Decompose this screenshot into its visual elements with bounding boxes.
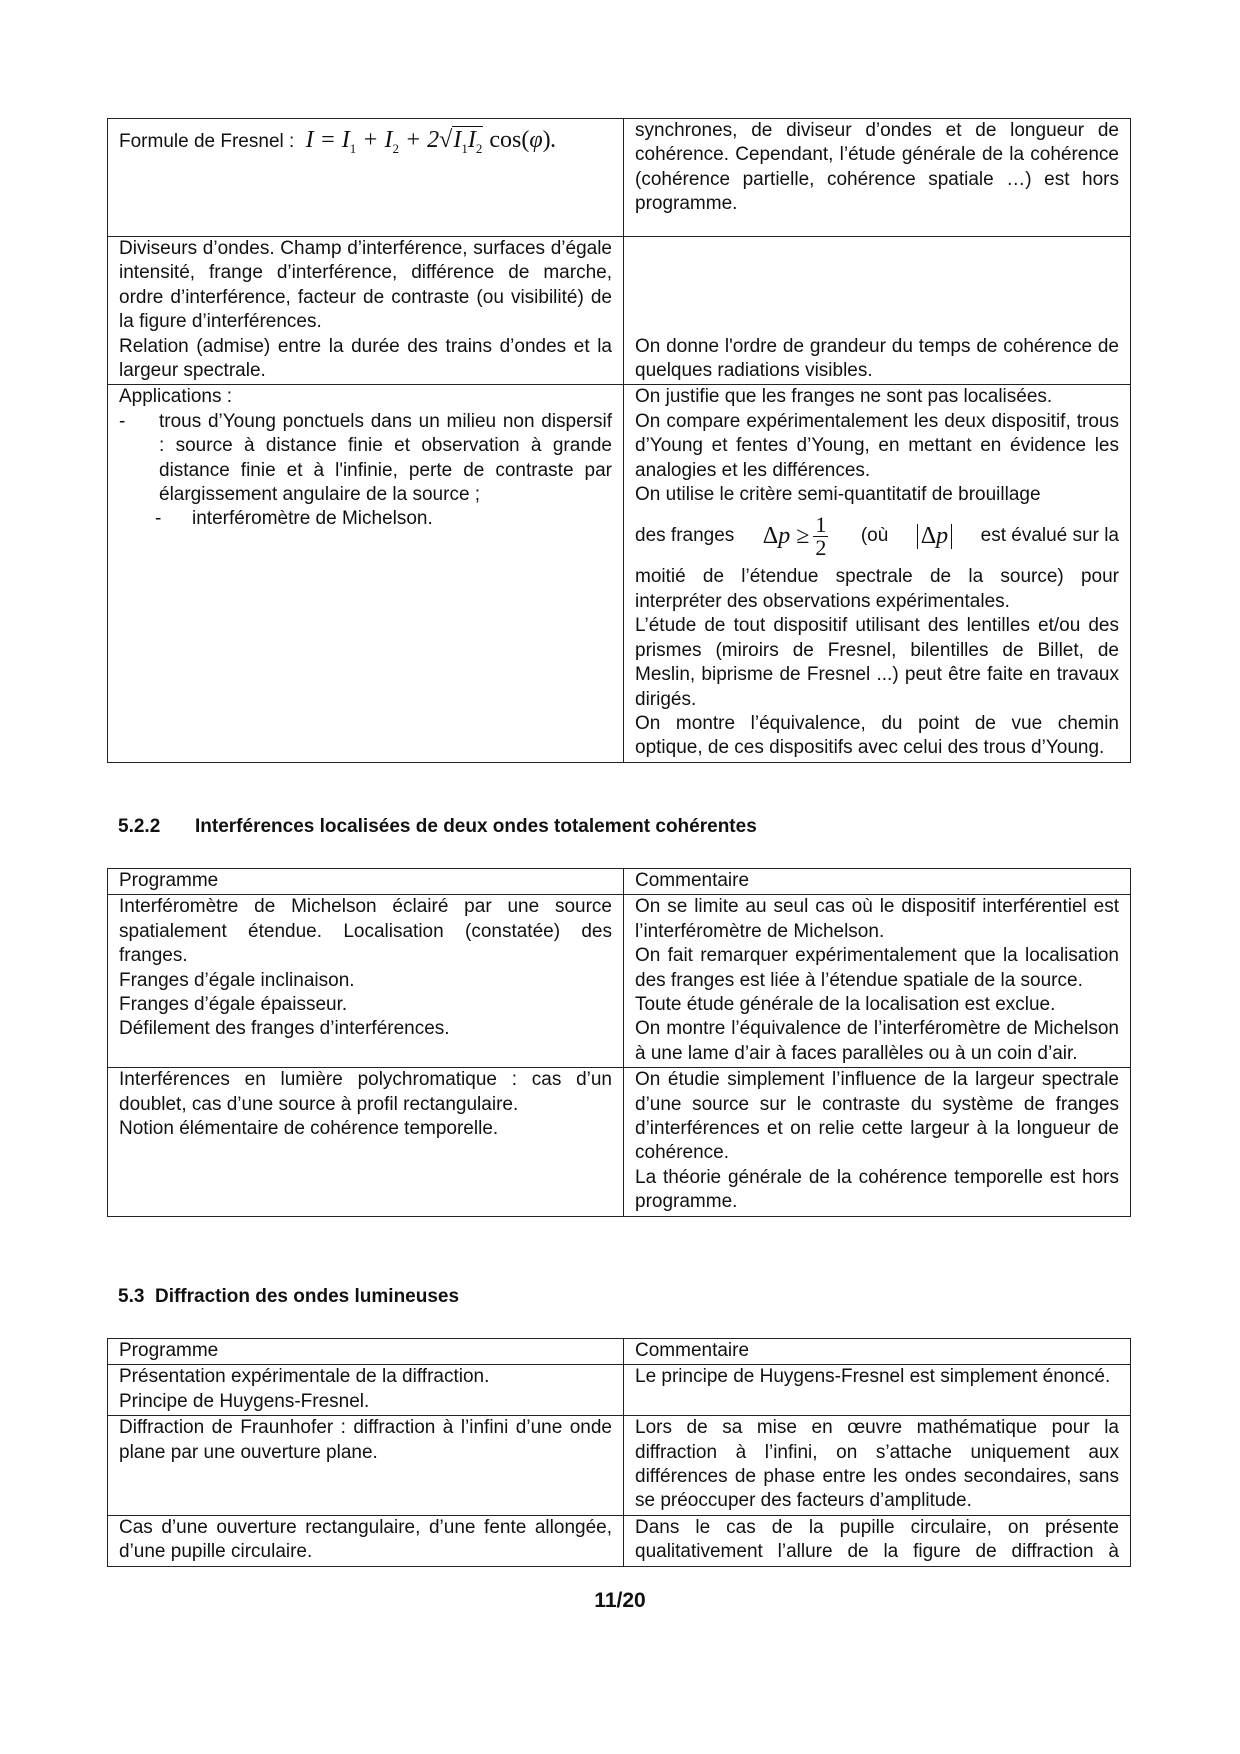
- comment-text: On utilise le critère semi-quantitatif de brouillage: [635, 484, 1041, 506]
- comment-text: Le principe de Huygens-Fresnel est simplement énoncé.: [635, 1366, 1111, 1388]
- table-cell-programme: [108, 1365, 624, 1416]
- section-title: Diffraction des ondes lumineuses: [154, 1286, 460, 1307]
- programme-text: Interférences en lumière polychromatique : cas d’un doublet, cas d’une source à profil rectangulaire.: [119, 1069, 612, 1115]
- table-cell-commentaire: [624, 119, 1131, 237]
- column-header-programme: Programme: [108, 869, 624, 895]
- column-header-commentaire: Commentaire: [624, 869, 1131, 895]
- list-item: [119, 410, 612, 508]
- table-cell-programme: [108, 119, 624, 237]
- table-cell-commentaire: [624, 1068, 1131, 1216]
- programme-text: Franges d’égale épaisseur.: [119, 994, 348, 1016]
- programme-text: Notion élémentaire de cohérence temporelle.: [119, 1118, 499, 1140]
- criterion-text-b: (où: [860, 525, 889, 547]
- table-cell-commentaire: [624, 1515, 1131, 1566]
- program-table-localized-interferences: [107, 868, 1131, 1217]
- table-cell-programme: [108, 895, 624, 1068]
- table-cell-commentaire: [624, 385, 1131, 762]
- section-number: 5.2.2: [118, 816, 161, 837]
- program-table-interferences: [107, 118, 1131, 763]
- comment-text: La théorie générale de la cohérence temporelle est hors programme.: [635, 1166, 1119, 1213]
- fresnel-formula: $I = I_1 + I_2 + 2√I_1I_2$ cos(φ).: [299, 127, 557, 156]
- table-cell-commentaire: [624, 1416, 1131, 1516]
- table-row: [108, 119, 1131, 237]
- programme-text: Interféromètre de Michelson éclairé par une source spatialement étendue. Localisation (constatée) des franges.: [119, 896, 612, 967]
- table-header-row: [108, 1339, 1131, 1365]
- dash-bullet: -: [155, 508, 162, 530]
- table-cell-programme: [108, 237, 624, 385]
- programme-text: Diffraction de Fraunhofer : diffraction à l’infini d’une onde plane par une ouverture plane.: [119, 1417, 612, 1463]
- programme-text: Relation (admise) entre la durée des trains d’ondes et la largeur spectrale.: [119, 335, 612, 382]
- comment-text: On se limite au seul cas où le dispositif interférentiel est l’interféromètre de Michelson.: [635, 896, 1119, 942]
- programme-text: Principe de Huygens-Fresnel.: [119, 1390, 370, 1412]
- table-cell-programme: [108, 1068, 624, 1216]
- comment-text: On justifie que les franges ne sont pas localisées.: [635, 386, 1053, 408]
- column-header-programme: Programme: [108, 1339, 624, 1365]
- fresnel-label: Formule de Fresnel :: [119, 131, 295, 152]
- section-number: 5.3: [118, 1286, 145, 1307]
- comment-text: synchrones, de diviseur d’ondes et de longueur de cohérence. Cependant, l’étude générale de la cohérence (cohérence partielle, cohérence spatiale …) est hors programme.: [635, 120, 1119, 215]
- programme-text: Franges d’égale inclinaison.: [119, 969, 355, 991]
- comment-text: On compare expérimentalement les deux dispositif, trous d’Young et fentes d’Young, en mettant en évidence les analogies et les différences.: [635, 410, 1119, 481]
- table-row: [108, 1416, 1131, 1516]
- table-cell-programme: [108, 1416, 624, 1516]
- programme-text: Présentation expérimentale de la diffraction.: [119, 1366, 490, 1388]
- criterion-line: [635, 507, 1119, 565]
- section-heading-53: [118, 1286, 459, 1308]
- table-row: [108, 1068, 1131, 1216]
- comment-text: moitié de l’étendue spectrale de la source) pour interpréter des observations expérimentales.: [635, 566, 1119, 612]
- table-row: [108, 1515, 1131, 1566]
- table-cell-programme: [108, 1515, 624, 1566]
- comment-text: On fait remarquer expérimentalement que la localisation des franges est liée à l’étendue spatiale de la source.: [635, 945, 1119, 991]
- table-cell-commentaire: [624, 237, 1131, 385]
- table-cell-commentaire: [624, 1365, 1131, 1416]
- list-item: [119, 507, 612, 531]
- comment-text: Lors de sa mise en œuvre mathématique pour la diffraction à l’infini, on s’attache uniquement aux différences de phase entre les ondes secondaires, sans se préoccuper des facteurs d’amplitude.: [635, 1417, 1119, 1512]
- comment-text: On donne l'ordre de grandeur du temps de cohérence de quelques radiations visibles.: [635, 335, 1119, 382]
- criterion-text-c: est évalué sur la: [980, 525, 1119, 547]
- comment-text: On montre l’équivalence de l’interféromètre de Michelson à une lame d’air à faces parallèles ou à un coin d’air.: [635, 1018, 1119, 1064]
- delta-p-abs: Δp: [917, 524, 952, 548]
- table-row: [108, 385, 1131, 762]
- applications-title: Applications :: [119, 386, 233, 408]
- table-cell-commentaire: [624, 895, 1131, 1068]
- list-item-text: trous d’Young ponctuels dans un milieu non dispersif : source à distance finie et observation à grande distance finie et à l'infinie, perte de contraste par élargissement angulaire de la source ;: [159, 410, 612, 506]
- comment-text: Dans le cas de la pupille circulaire, on présente qualitativement l’allure de la figure de diffraction à: [635, 1516, 1119, 1563]
- column-header-commentaire: Commentaire: [624, 1339, 1131, 1365]
- table-cell-programme: [108, 385, 624, 762]
- programme-text: Cas d’une ouverture rectangulaire, d’une fente allongée, d’une pupille circulaire.: [119, 1516, 612, 1563]
- comment-text: L’étude de tout dispositif utilisant des lentilles et/ou des prismes (miroirs de Fresnel, bilentilles de Billet, de Meslin, biprisme de Fresnel ...) peut être faite en travaux dirigés.: [635, 615, 1119, 710]
- table-header-row: [108, 869, 1131, 895]
- section-title: Interférences localisées de deux ondes totalement cohérentes: [195, 816, 757, 837]
- page-number: 11/20: [594, 1589, 646, 1612]
- comment-text: On étudie simplement l’influence de la largeur spectrale d’une source sur le contraste du système de franges d’interférences et on relie cette largeur à la longueur de cohérence.: [635, 1069, 1119, 1164]
- comment-text: Toute étude générale de la localisation est exclue.: [635, 994, 1056, 1016]
- table-row: [108, 1365, 1131, 1416]
- table-row: [108, 895, 1131, 1068]
- programme-text: Défilement des franges d’interférences.: [119, 1018, 450, 1040]
- dash-bullet: -: [119, 410, 126, 432]
- list-item-text: interféromètre de Michelson.: [192, 508, 433, 530]
- criterion-text-a: des franges: [635, 525, 735, 547]
- table-row: [108, 237, 1131, 385]
- criterion-formula: Δp ≥ $\frac{1}{2}$: [762, 511, 827, 560]
- programme-text: Diviseurs d’ondes. Champ d’interférence, surfaces d’égale intensité, frange d’interférence, différence de marche, ordre d’interférence, facteur de contraste (ou visibilité) de la figure d’interférences.: [119, 238, 612, 333]
- program-table-diffraction: [107, 1338, 1131, 1567]
- comment-text: On montre l’équivalence, du point de vue chemin optique, de ces dispositifs avec celui des trous d’Young.: [635, 712, 1119, 759]
- section-heading-522: [118, 816, 757, 838]
